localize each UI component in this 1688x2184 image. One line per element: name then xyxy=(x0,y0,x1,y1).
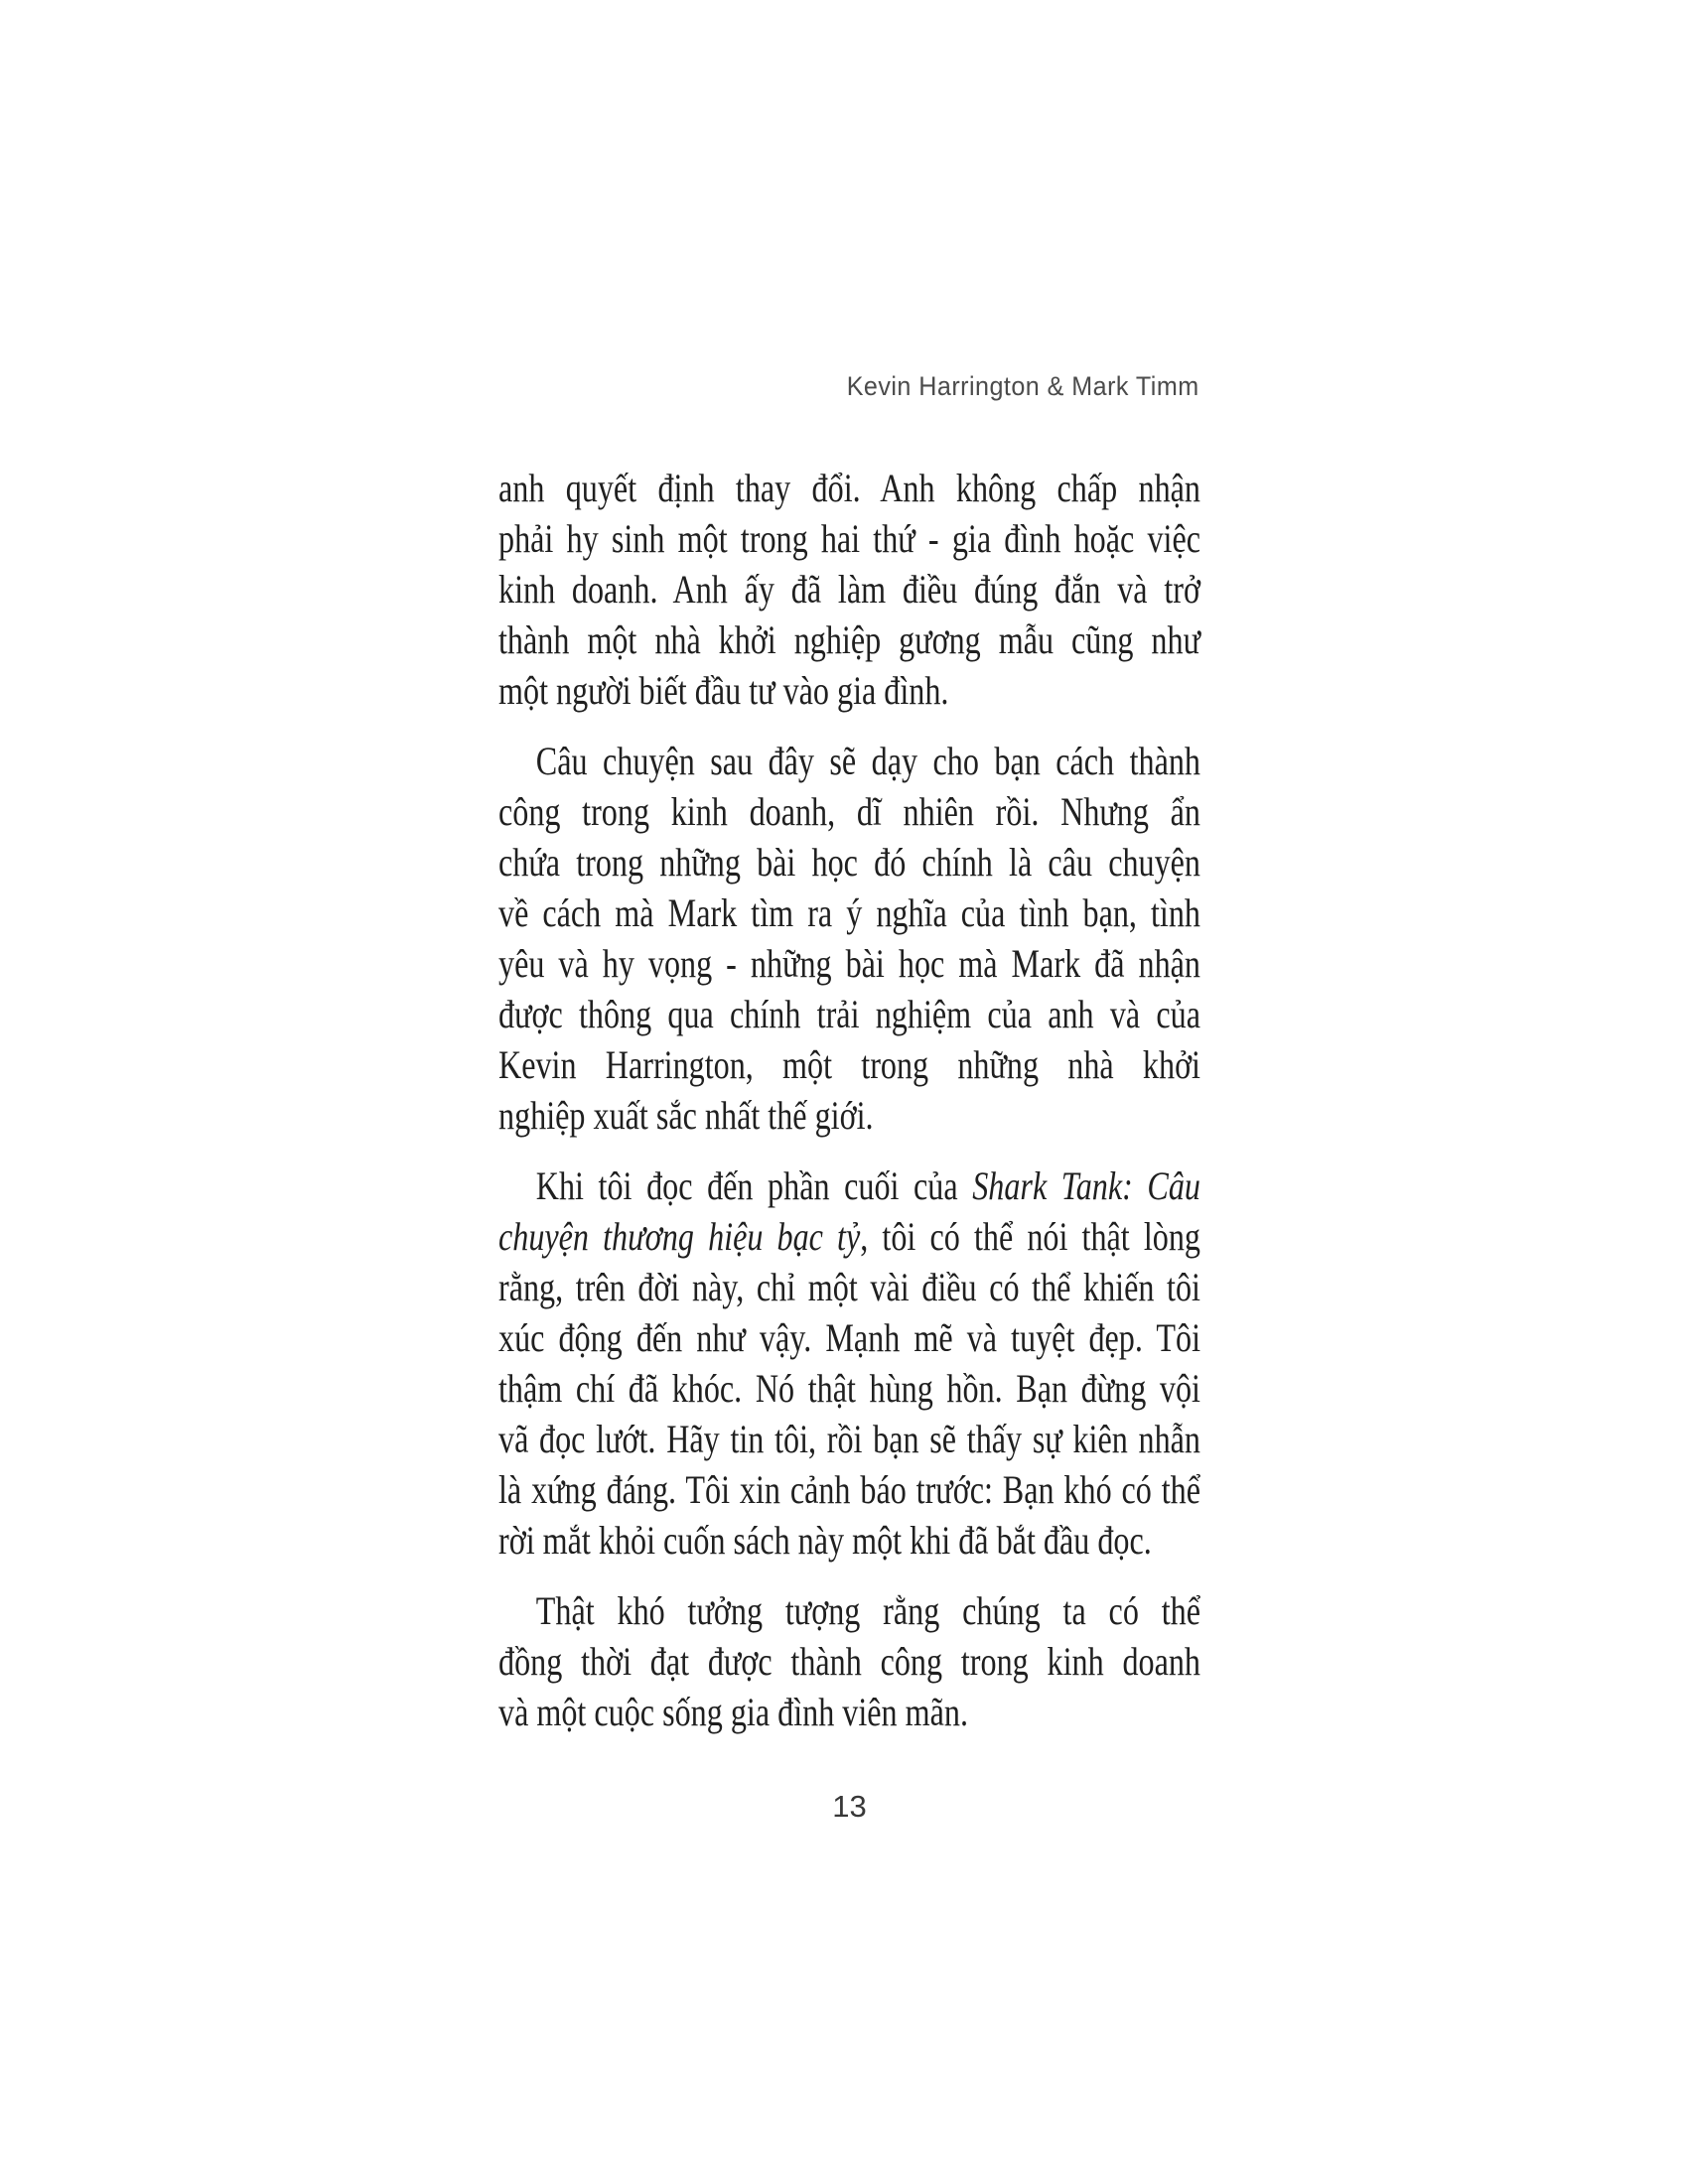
text-segment: chứa trong những bài học đó chính là câu chuyện xyxy=(498,840,1200,885)
text-segment: Khi tôi đọc đến phần cuối của xyxy=(535,1163,973,1208)
text-line xyxy=(498,1687,1200,1737)
text-line xyxy=(498,1160,1200,1211)
text-line xyxy=(498,1464,1200,1515)
text-line xyxy=(498,989,1200,1039)
page-number: 13 xyxy=(832,1789,867,1824)
text-line xyxy=(498,1414,1200,1464)
text-segment: vã đọc lướt. Hãy tin tôi, rồi bạn sẽ thấy sự kiên nhẫn xyxy=(498,1417,1200,1461)
book-title-italic: Shark Tank: Câu xyxy=(972,1163,1200,1208)
text-line xyxy=(498,1363,1200,1414)
text-segment: Thật khó tưởng tượng rằng chúng ta có thể xyxy=(535,1588,1200,1633)
text-line xyxy=(498,1515,1200,1566)
body-text xyxy=(498,463,1200,1737)
text-segment: nghiệp xuất sắc nhất thế giới. xyxy=(498,1093,874,1138)
text-segment: và một cuộc sống gia đình viên mãn. xyxy=(498,1690,969,1734)
text-line xyxy=(498,614,1200,665)
paragraph xyxy=(498,736,1200,1141)
running-header: Kevin Harrington & Mark Timm xyxy=(847,371,1199,401)
paragraph xyxy=(498,463,1200,716)
text-line xyxy=(498,887,1200,938)
text-segment: thành một nhà khởi nghiệp gương mẫu cũng như xyxy=(498,617,1200,662)
text-segment: thậm chí đã khóc. Nó thật hùng hồn. Bạn đừng vội xyxy=(498,1366,1200,1411)
paragraph xyxy=(498,1160,1200,1566)
text-line xyxy=(498,1262,1200,1312)
text-segment: Kevin Harrington, một trong những nhà khởi xyxy=(498,1042,1200,1087)
text-line xyxy=(498,938,1200,989)
text-line xyxy=(498,1312,1200,1363)
text-segment: rời mắt khỏi cuốn sách này một khi đã bắt đầu đọc. xyxy=(498,1518,1152,1563)
text-segment: , tôi có thể nói thật lòng xyxy=(860,1214,1200,1259)
text-segment: được thông qua chính trải nghiệm của anh và của xyxy=(498,992,1200,1036)
text-segment: anh quyết định thay đổi. Anh không chấp nhận xyxy=(498,466,1200,510)
text-segment: rằng, trên đời này, chỉ một vài điều có thể khiến tôi xyxy=(498,1265,1200,1309)
book-title-italic: chuyện thương hiệu bạc tỷ xyxy=(498,1214,861,1259)
text-line xyxy=(498,1211,1200,1262)
text-segment: kinh doanh. Anh ấy đã làm điều đúng đắn và trở xyxy=(498,567,1200,612)
text-line xyxy=(498,1636,1200,1687)
text-line xyxy=(498,665,1200,716)
text-segment: một người biết đầu tư vào gia đình. xyxy=(498,668,949,713)
text-segment: xúc động đến như vậy. Mạnh mẽ và tuyệt đẹp. Tôi xyxy=(498,1315,1200,1360)
text-segment: về cách mà Mark tìm ra ý nghĩa của tình bạn, tình xyxy=(498,890,1200,935)
text-line xyxy=(498,1585,1200,1636)
text-line xyxy=(498,1090,1200,1141)
text-segment: Câu chuyện sau đây sẽ dạy cho bạn cách thành xyxy=(535,739,1200,783)
text-line xyxy=(498,736,1200,786)
text-segment: đồng thời đạt được thành công trong kinh doanh xyxy=(498,1639,1200,1684)
text-segment: phải hy sinh một trong hai thứ - gia đình hoặc việc xyxy=(498,516,1200,561)
text-line xyxy=(498,1039,1200,1090)
text-segment: công trong kinh doanh, dĩ nhiên rồi. Nhưng ẩn xyxy=(498,789,1200,834)
paragraph xyxy=(498,1585,1200,1737)
text-line xyxy=(498,837,1200,887)
text-segment: yêu và hy vọng - những bài học mà Mark đã nhận xyxy=(498,941,1200,986)
text-line xyxy=(498,564,1200,614)
text-line xyxy=(498,786,1200,837)
text-segment: là xứng đáng. Tôi xin cảnh báo trước: Bạn khó có thể xyxy=(498,1467,1200,1512)
text-line xyxy=(498,463,1200,513)
text-line xyxy=(498,513,1200,564)
